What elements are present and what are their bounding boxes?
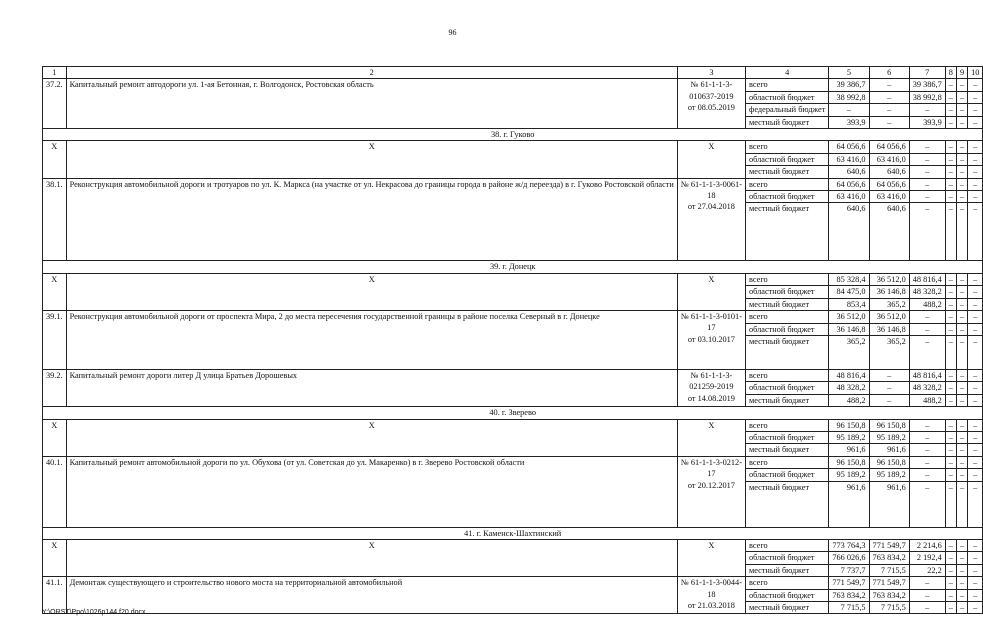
- value-cell: –: [956, 539, 967, 551]
- section-title-row: [43, 407, 983, 419]
- budget-source: всего: [745, 141, 828, 153]
- value-cell: –: [945, 589, 956, 601]
- value-cell: –: [968, 335, 983, 369]
- value-cell: –: [945, 178, 956, 190]
- value-cell: –: [945, 311, 956, 323]
- value-cell: 365,2: [869, 335, 909, 369]
- value-cell: 771 549,7: [869, 577, 909, 589]
- value-cell: –: [956, 469, 967, 481]
- column-header: 9: [956, 67, 967, 79]
- budget-source: областной бюджет: [745, 431, 828, 443]
- value-cell: –: [909, 323, 945, 335]
- expertise-document: [677, 577, 745, 614]
- budget-source: всего: [745, 311, 828, 323]
- value-cell: –: [945, 444, 956, 456]
- budget-source: областной бюджет: [745, 191, 828, 203]
- object-row: [43, 79, 983, 91]
- value-cell: –: [956, 431, 967, 443]
- value-cell: 64 056,6: [869, 141, 909, 153]
- value-cell: 36 146,8: [869, 286, 909, 298]
- value-cell: 96 150,8: [829, 456, 869, 468]
- value-cell: 48 816,4: [909, 273, 945, 285]
- value-cell: 36 146,8: [869, 323, 909, 335]
- value-cell: 2 192,4: [909, 552, 945, 564]
- page-number: 96: [448, 28, 457, 37]
- section-title: 40. г. Зверево: [43, 407, 983, 419]
- value-cell: –: [956, 91, 967, 103]
- value-cell: –: [909, 203, 945, 261]
- document-line: 17: [707, 323, 716, 333]
- item-number: 37.2.: [43, 79, 67, 129]
- value-cell: –: [945, 286, 956, 298]
- x-mark: Х: [43, 419, 67, 456]
- x-mark: Х: [66, 273, 677, 310]
- value-cell: –: [909, 311, 945, 323]
- value-cell: 640,6: [869, 203, 909, 261]
- budget-source: областной бюджет: [745, 589, 828, 601]
- value-cell: –: [945, 104, 956, 116]
- value-cell: 961,6: [829, 444, 869, 456]
- value-cell: 640,6: [869, 166, 909, 178]
- expertise-document: [677, 79, 745, 129]
- value-cell: 63 416,0: [869, 191, 909, 203]
- document-line: от 08.05.2019: [687, 103, 735, 113]
- value-cell: –: [968, 311, 983, 323]
- summary-row: [43, 273, 983, 285]
- value-cell: –: [945, 382, 956, 394]
- value-cell: 95 189,2: [829, 469, 869, 481]
- value-cell: –: [956, 203, 967, 261]
- budget-source: федеральный бюджет: [745, 104, 828, 116]
- value-cell: –: [968, 589, 983, 601]
- value-cell: –: [956, 419, 967, 431]
- budget-source: местный бюджет: [745, 116, 828, 128]
- value-cell: 365,2: [869, 298, 909, 310]
- value-cell: –: [968, 153, 983, 165]
- budget-source: местный бюджет: [745, 481, 828, 527]
- object-row: [43, 577, 983, 589]
- value-cell: –: [909, 191, 945, 203]
- document-line: 18: [707, 589, 716, 599]
- value-cell: –: [956, 564, 967, 576]
- column-header: 1: [43, 67, 67, 79]
- budget-source: местный бюджет: [745, 335, 828, 369]
- document-line: № 61-1-1-3-: [690, 370, 733, 380]
- value-cell: –: [968, 166, 983, 178]
- value-cell: –: [909, 166, 945, 178]
- column-header: 3: [677, 67, 745, 79]
- column-header: 10: [968, 67, 983, 79]
- value-cell: –: [968, 141, 983, 153]
- budget-source: всего: [745, 419, 828, 431]
- column-header: 5: [829, 67, 869, 79]
- budget-source: областной бюджет: [745, 382, 828, 394]
- value-cell: –: [956, 602, 967, 614]
- value-cell: 7 737,7: [829, 564, 869, 576]
- document-line: 010637-2019: [689, 91, 734, 101]
- x-mark: Х: [43, 141, 67, 178]
- value-cell: –: [945, 79, 956, 91]
- value-cell: –: [968, 481, 983, 527]
- value-cell: –: [956, 382, 967, 394]
- value-cell: –: [956, 298, 967, 310]
- expertise-document: [677, 178, 745, 261]
- budget-source: всего: [745, 539, 828, 551]
- value-cell: 36 146,8: [829, 323, 869, 335]
- value-cell: –: [956, 323, 967, 335]
- object-name: Демонтаж существующего и строительство нового моста на территориальной автомобильной: [66, 577, 677, 614]
- value-cell: 2 214,6: [909, 539, 945, 551]
- item-number: 38.1.: [43, 178, 67, 261]
- budget-source: всего: [745, 369, 828, 381]
- budget-source: областной бюджет: [745, 469, 828, 481]
- value-cell: –: [968, 203, 983, 261]
- value-cell: –: [945, 141, 956, 153]
- budget-source: местный бюджет: [745, 564, 828, 576]
- value-cell: –: [956, 369, 967, 381]
- value-cell: –: [956, 456, 967, 468]
- value-cell: 36 512,0: [869, 273, 909, 285]
- value-cell: 63 416,0: [869, 153, 909, 165]
- value-cell: –: [869, 116, 909, 128]
- value-cell: 95 189,2: [869, 469, 909, 481]
- value-cell: 95 189,2: [829, 431, 869, 443]
- x-mark: Х: [66, 141, 677, 178]
- value-cell: –: [945, 191, 956, 203]
- value-cell: 63 416,0: [829, 153, 869, 165]
- value-cell: –: [945, 481, 956, 527]
- value-cell: –: [968, 444, 983, 456]
- budget-source: местный бюджет: [745, 602, 828, 614]
- value-cell: –: [956, 444, 967, 456]
- value-cell: 961,6: [869, 444, 909, 456]
- document-line: 17: [707, 469, 716, 479]
- value-cell: –: [909, 178, 945, 190]
- value-cell: –: [909, 589, 945, 601]
- summary-row: [43, 419, 983, 431]
- document-line: от 03.10.2017: [687, 334, 735, 344]
- value-cell: –: [909, 104, 945, 116]
- item-number: 40.1.: [43, 456, 67, 527]
- value-cell: 48 328,2: [909, 382, 945, 394]
- value-cell: –: [968, 104, 983, 116]
- value-cell: –: [945, 456, 956, 468]
- document-line: № 61-1-1-3-0212-: [680, 457, 742, 467]
- value-cell: –: [945, 469, 956, 481]
- value-cell: –: [956, 79, 967, 91]
- value-cell: 96 150,8: [829, 419, 869, 431]
- object-row: [43, 311, 983, 323]
- value-cell: 640,6: [829, 203, 869, 261]
- value-cell: 771 549,7: [869, 539, 909, 551]
- value-cell: –: [945, 577, 956, 589]
- summary-row: [43, 539, 983, 551]
- document-line: от 21.03.2018: [687, 600, 735, 610]
- value-cell: –: [945, 335, 956, 369]
- value-cell: 39 386,7: [829, 79, 869, 91]
- item-number: 39.1.: [43, 311, 67, 370]
- value-cell: –: [968, 369, 983, 381]
- value-cell: –: [945, 539, 956, 551]
- document-line: № 61-1-1-3-0061-: [680, 179, 742, 189]
- value-cell: –: [909, 602, 945, 614]
- budget-source: областной бюджет: [745, 153, 828, 165]
- summary-row: [43, 141, 983, 153]
- value-cell: 63 416,0: [829, 191, 869, 203]
- x-mark: Х: [43, 539, 67, 576]
- value-cell: –: [956, 589, 967, 601]
- value-cell: 763 834,2: [869, 589, 909, 601]
- value-cell: –: [869, 369, 909, 381]
- value-cell: –: [945, 116, 956, 128]
- value-cell: –: [968, 469, 983, 481]
- x-mark: Х: [66, 539, 677, 576]
- value-cell: –: [968, 323, 983, 335]
- x-mark: Х: [677, 419, 745, 456]
- value-cell: –: [956, 335, 967, 369]
- value-cell: 7 715,5: [869, 602, 909, 614]
- value-cell: –: [956, 166, 967, 178]
- x-mark: Х: [43, 273, 67, 310]
- value-cell: 22,2: [909, 564, 945, 576]
- value-cell: –: [968, 178, 983, 190]
- value-cell: –: [945, 394, 956, 406]
- value-cell: –: [945, 166, 956, 178]
- value-cell: –: [968, 552, 983, 564]
- value-cell: –: [956, 577, 967, 589]
- value-cell: –: [869, 394, 909, 406]
- budget-source: местный бюджет: [745, 203, 828, 261]
- value-cell: 38 992,8: [829, 91, 869, 103]
- value-cell: –: [909, 469, 945, 481]
- value-cell: 7 715,5: [829, 602, 869, 614]
- value-cell: –: [956, 481, 967, 527]
- value-cell: –: [968, 577, 983, 589]
- value-cell: 95 189,2: [869, 431, 909, 443]
- value-cell: 961,6: [829, 481, 869, 527]
- document-line: от 14.08.2019: [687, 393, 735, 403]
- value-cell: –: [968, 564, 983, 576]
- value-cell: –: [945, 273, 956, 285]
- value-cell: –: [945, 298, 956, 310]
- budget-source: всего: [745, 577, 828, 589]
- value-cell: –: [869, 104, 909, 116]
- value-cell: –: [945, 153, 956, 165]
- object-row: [43, 178, 983, 190]
- x-mark: Х: [677, 539, 745, 576]
- value-cell: –: [968, 456, 983, 468]
- value-cell: 961,6: [869, 481, 909, 527]
- value-cell: –: [956, 116, 967, 128]
- item-number: 39.2.: [43, 369, 67, 406]
- value-cell: 7 715,5: [869, 564, 909, 576]
- value-cell: –: [909, 153, 945, 165]
- value-cell: 36 512,0: [829, 311, 869, 323]
- x-mark: Х: [66, 419, 677, 456]
- value-cell: –: [869, 79, 909, 91]
- budget-table: [42, 66, 983, 614]
- budget-source: местный бюджет: [745, 298, 828, 310]
- value-cell: –: [945, 602, 956, 614]
- column-header: 2: [66, 67, 677, 79]
- column-header: 8: [945, 67, 956, 79]
- value-cell: –: [968, 602, 983, 614]
- object-name: Капитальный ремонт автодороги ул. 1-ая Бетонная, г. Волгодонск, Ростовская область: [66, 79, 677, 129]
- value-cell: –: [968, 91, 983, 103]
- value-cell: –: [956, 191, 967, 203]
- value-cell: –: [909, 577, 945, 589]
- value-cell: –: [945, 431, 956, 443]
- value-cell: –: [945, 552, 956, 564]
- value-cell: –: [956, 153, 967, 165]
- object-row: [43, 369, 983, 381]
- item-number: 41.1.: [43, 577, 67, 614]
- budget-source: областной бюджет: [745, 552, 828, 564]
- value-cell: 85 328,4: [829, 273, 869, 285]
- value-cell: –: [956, 141, 967, 153]
- value-cell: 488,2: [829, 394, 869, 406]
- budget-source: местный бюджет: [745, 394, 828, 406]
- value-cell: 64 056,6: [829, 141, 869, 153]
- value-cell: –: [956, 552, 967, 564]
- section-title-row: [43, 261, 983, 273]
- value-cell: –: [909, 431, 945, 443]
- value-cell: –: [869, 91, 909, 103]
- value-cell: –: [945, 323, 956, 335]
- document-line: 18: [707, 191, 716, 201]
- value-cell: 488,2: [909, 394, 945, 406]
- budget-source: областной бюджет: [745, 91, 828, 103]
- value-cell: 393,9: [909, 116, 945, 128]
- value-cell: 39 386,7: [909, 79, 945, 91]
- value-cell: 48 328,2: [829, 382, 869, 394]
- section-title-row: [43, 129, 983, 141]
- expertise-document: [677, 456, 745, 527]
- object-name: Капитальный ремонт автомобильной дороги по ул. Обухова (от ул. Советская до ул. Макаренко) в г. Зверево Ростовской области: [66, 456, 677, 527]
- budget-source: всего: [745, 456, 828, 468]
- value-cell: 64 056,6: [829, 178, 869, 190]
- value-cell: –: [945, 419, 956, 431]
- value-cell: 48 328,2: [909, 286, 945, 298]
- document-line: от 27.04.2018: [687, 202, 735, 212]
- value-cell: –: [968, 298, 983, 310]
- value-cell: 773 764,3: [829, 539, 869, 551]
- value-cell: 38 992,8: [909, 91, 945, 103]
- value-cell: 763 834,2: [829, 589, 869, 601]
- section-title: 38. г. Гуково: [43, 129, 983, 141]
- value-cell: –: [956, 178, 967, 190]
- value-cell: 84 475,0: [829, 286, 869, 298]
- value-cell: –: [869, 382, 909, 394]
- object-name: Капитальный ремонт дороги литер Д улица Братьев Дорошевых: [66, 369, 677, 406]
- expertise-document: [677, 369, 745, 406]
- value-cell: –: [968, 431, 983, 443]
- column-header: 6: [869, 67, 909, 79]
- value-cell: –: [956, 311, 967, 323]
- value-cell: 48 816,4: [829, 369, 869, 381]
- value-cell: 640,6: [829, 166, 869, 178]
- budget-source: местный бюджет: [745, 444, 828, 456]
- budget-source: местный бюджет: [745, 166, 828, 178]
- value-cell: –: [945, 91, 956, 103]
- x-mark: Х: [677, 141, 745, 178]
- column-header: 4: [745, 67, 828, 79]
- file-path-footer: Y:\ORST\Ppo\1026p144.f20.docx: [42, 609, 146, 616]
- x-mark: Х: [677, 273, 745, 310]
- value-cell: 488,2: [909, 298, 945, 310]
- value-cell: –: [909, 481, 945, 527]
- object-row: [43, 456, 983, 468]
- value-cell: –: [956, 394, 967, 406]
- value-cell: –: [968, 273, 983, 285]
- value-cell: –: [968, 419, 983, 431]
- value-cell: –: [909, 335, 945, 369]
- section-title: 41. г. Каменск-Шахтинский: [43, 527, 983, 539]
- value-cell: –: [829, 104, 869, 116]
- document-line: от 20.12.2017: [687, 480, 735, 490]
- budget-source: всего: [745, 273, 828, 285]
- value-cell: 36 512,0: [869, 311, 909, 323]
- value-cell: –: [909, 141, 945, 153]
- value-cell: –: [968, 382, 983, 394]
- value-cell: 853,4: [829, 298, 869, 310]
- document-line: № 61-1-1-3-0101-: [680, 312, 742, 322]
- value-cell: 365,2: [829, 335, 869, 369]
- column-header: 7: [909, 67, 945, 79]
- document-line: № 61-1-1-3-: [690, 80, 733, 90]
- value-cell: –: [968, 286, 983, 298]
- value-cell: –: [956, 286, 967, 298]
- value-cell: –: [909, 444, 945, 456]
- object-name: Реконструкция автомобильной дороги и тротуаров по ул. К. Маркса (на участке от ул. Некрасова до границы города в районе ж/д переезда) в г. Гуково Ростовской области: [66, 178, 677, 261]
- value-cell: 766 026,6: [829, 552, 869, 564]
- value-cell: 393,9: [829, 116, 869, 128]
- value-cell: –: [945, 369, 956, 381]
- document-line: 021259-2019: [689, 382, 734, 392]
- value-cell: 64 056,6: [869, 178, 909, 190]
- column-number-row: [43, 67, 983, 79]
- value-cell: –: [945, 203, 956, 261]
- value-cell: 771 549,7: [829, 577, 869, 589]
- budget-source: всего: [745, 79, 828, 91]
- object-name: Реконструкция автомобильной дороги от проспекта Мира, 2 до места пересечения государственной границы в районе поселка Северный в г. Донецке: [66, 311, 677, 370]
- value-cell: –: [968, 539, 983, 551]
- expertise-document: [677, 311, 745, 370]
- section-title: 39. г. Донецк: [43, 261, 983, 273]
- value-cell: 96 150,8: [869, 419, 909, 431]
- value-cell: –: [909, 456, 945, 468]
- value-cell: –: [968, 191, 983, 203]
- value-cell: 48 816,4: [909, 369, 945, 381]
- value-cell: –: [956, 273, 967, 285]
- section-title-row: [43, 527, 983, 539]
- value-cell: –: [956, 104, 967, 116]
- budget-source: областной бюджет: [745, 323, 828, 335]
- value-cell: 763 834,2: [869, 552, 909, 564]
- value-cell: 96 150,8: [869, 456, 909, 468]
- value-cell: –: [968, 394, 983, 406]
- value-cell: –: [909, 419, 945, 431]
- value-cell: –: [968, 116, 983, 128]
- document-line: № 61-1-1-3-0044-: [680, 578, 742, 588]
- value-cell: –: [968, 79, 983, 91]
- budget-source: областной бюджет: [745, 286, 828, 298]
- budget-source: всего: [745, 178, 828, 190]
- value-cell: –: [945, 564, 956, 576]
